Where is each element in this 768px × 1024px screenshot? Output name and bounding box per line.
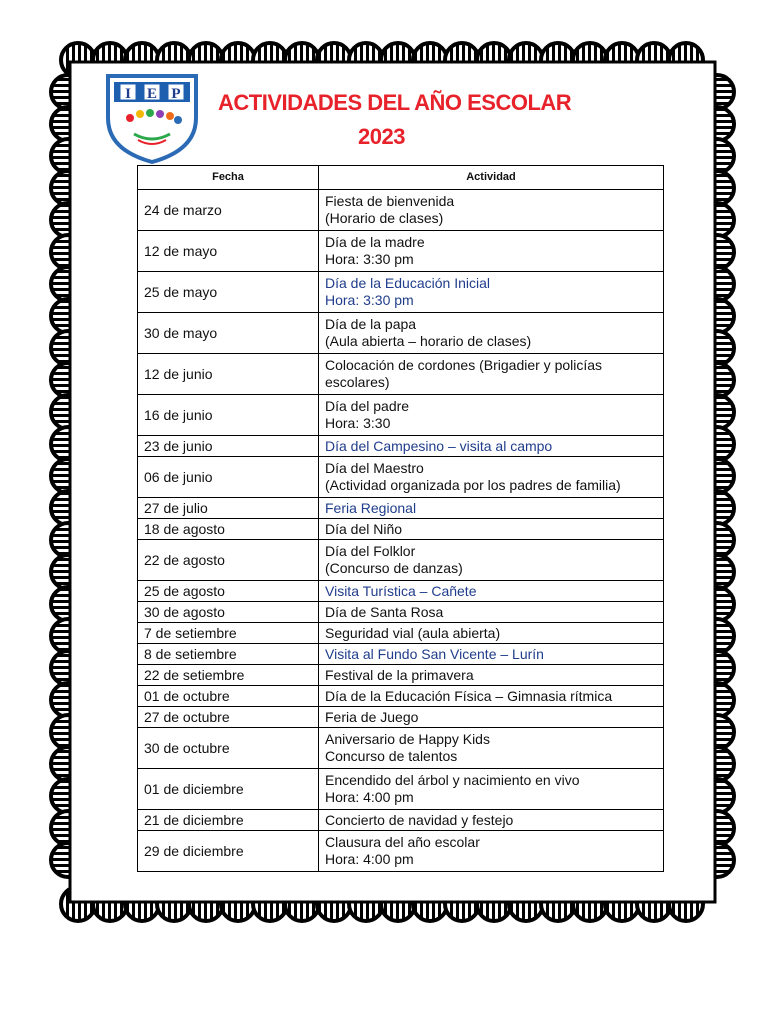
row-activity bbox=[319, 519, 664, 540]
activity-line: Día de Santa Rosa bbox=[325, 603, 444, 620]
activity-line: Día del Folklor bbox=[325, 543, 416, 559]
logo-letter-e: E bbox=[146, 86, 158, 102]
activity-line: (Concurso de danzas) bbox=[325, 560, 463, 576]
table-row bbox=[138, 498, 664, 519]
row-activity bbox=[319, 457, 664, 498]
activities-table bbox=[137, 165, 664, 872]
row-activity bbox=[319, 190, 664, 231]
table-row bbox=[138, 272, 664, 313]
activity-line: Clausura del año escolar bbox=[325, 834, 480, 850]
activity-line: (Aula abierta – horario de clases) bbox=[325, 333, 532, 349]
row-activity bbox=[319, 728, 664, 769]
activity-line: (Actividad organizada por los padres de familia) bbox=[325, 477, 621, 493]
row-date: 27 de julio bbox=[138, 498, 319, 519]
column-header-fecha: Fecha bbox=[138, 166, 319, 190]
table-row bbox=[138, 519, 664, 540]
table-row bbox=[138, 644, 664, 665]
row-date: 27 de octubre bbox=[138, 707, 319, 728]
row-date: 7 de setiembre bbox=[138, 623, 319, 644]
row-date: 12 de junio bbox=[138, 354, 319, 395]
school-logo bbox=[104, 72, 200, 164]
row-activity bbox=[319, 602, 664, 623]
row-activity bbox=[319, 769, 664, 810]
activity-line: Colocación de cordones (Brigadier y policías bbox=[325, 357, 603, 373]
row-activity bbox=[319, 810, 664, 831]
activity-line: Día de la Educación Física – Gimnasia rítmica bbox=[325, 687, 613, 704]
activity-line: escolares) bbox=[325, 374, 390, 390]
activity-line: Visita al Fundo San Vicente – Lurín bbox=[325, 645, 544, 662]
row-date: 06 de junio bbox=[138, 457, 319, 498]
row-date: 18 de agosto bbox=[138, 519, 319, 540]
activity-line: Concierto de navidad y festejo bbox=[325, 811, 514, 828]
row-date: 30 de mayo bbox=[138, 313, 319, 354]
activity-line: Día del Niño bbox=[325, 520, 403, 537]
activity-line: Día de la papa bbox=[325, 316, 417, 332]
row-date: 22 de agosto bbox=[138, 540, 319, 581]
table-row bbox=[138, 831, 664, 872]
activity-line: Feria de Juego bbox=[325, 708, 419, 725]
activity-line: Encendido del árbol y nacimiento en vivo bbox=[325, 772, 580, 788]
row-activity bbox=[319, 665, 664, 686]
activity-line: Día del Campesino – visita al campo bbox=[325, 437, 553, 454]
row-activity bbox=[319, 395, 664, 436]
table-row bbox=[138, 686, 664, 707]
table-row bbox=[138, 395, 664, 436]
row-activity bbox=[319, 354, 664, 395]
row-date: 30 de agosto bbox=[138, 602, 319, 623]
table-row bbox=[138, 665, 664, 686]
row-date: 12 de mayo bbox=[138, 231, 319, 272]
row-date: 01 de diciembre bbox=[138, 769, 319, 810]
table-row bbox=[138, 707, 664, 728]
row-activity bbox=[319, 272, 664, 313]
row-date: 21 de diciembre bbox=[138, 810, 319, 831]
row-date: 24 de marzo bbox=[138, 190, 319, 231]
row-date: 25 de agosto bbox=[138, 581, 319, 602]
activity-line: Visita Turística – Cañete bbox=[325, 582, 477, 599]
row-date: 16 de junio bbox=[138, 395, 319, 436]
activity-line: Día de la Educación Inicial bbox=[325, 275, 490, 291]
activity-line: Festival de la primavera bbox=[325, 666, 474, 683]
logo-letter-p: P bbox=[171, 86, 181, 102]
row-activity bbox=[319, 540, 664, 581]
activity-line: Hora: 3:30 pm bbox=[325, 292, 414, 308]
table-row bbox=[138, 540, 664, 581]
table-row bbox=[138, 190, 664, 231]
table-body bbox=[138, 190, 664, 872]
activity-line: Aniversario de Happy Kids bbox=[325, 731, 490, 747]
row-activity bbox=[319, 436, 664, 457]
activity-line: Día del padre bbox=[325, 398, 410, 414]
activity-line: Feria Regional bbox=[325, 499, 417, 516]
activity-line: Hora: 4:00 pm bbox=[325, 789, 414, 805]
table-row bbox=[138, 581, 664, 602]
row-activity bbox=[319, 686, 664, 707]
row-activity bbox=[319, 231, 664, 272]
row-date: 23 de junio bbox=[138, 436, 319, 457]
column-header-actividad: Actividad bbox=[319, 166, 664, 190]
row-activity bbox=[319, 623, 664, 644]
table-row bbox=[138, 602, 664, 623]
activity-line: Fiesta de bienvenida bbox=[325, 193, 455, 209]
logo-letter-i: I bbox=[125, 86, 131, 102]
activity-line: Día de la madre bbox=[325, 234, 425, 250]
table-header-row bbox=[138, 166, 664, 190]
row-date: 8 de setiembre bbox=[138, 644, 319, 665]
row-activity bbox=[319, 707, 664, 728]
table-row bbox=[138, 728, 664, 769]
table-row bbox=[138, 457, 664, 498]
activity-line: Hora: 3:30 pm bbox=[325, 251, 414, 267]
table-row bbox=[138, 810, 664, 831]
activity-line: Hora: 4:00 pm bbox=[325, 851, 414, 867]
activity-line: Día del Maestro bbox=[325, 460, 424, 476]
page-title: ACTIVIDADES DEL AÑO ESCOLAR bbox=[218, 90, 572, 115]
table-row bbox=[138, 436, 664, 457]
row-activity bbox=[319, 644, 664, 665]
row-date: 01 de octubre bbox=[138, 686, 319, 707]
activity-line: Concurso de talentos bbox=[325, 748, 458, 764]
page-year: 2023 bbox=[358, 124, 405, 149]
table-row bbox=[138, 354, 664, 395]
table-row bbox=[138, 231, 664, 272]
activity-line: Seguridad vial (aula abierta) bbox=[325, 624, 501, 641]
row-date: 22 de setiembre bbox=[138, 665, 319, 686]
row-activity bbox=[319, 313, 664, 354]
table-row bbox=[138, 769, 664, 810]
row-date: 29 de diciembre bbox=[138, 831, 319, 872]
activity-line: Hora: 3:30 bbox=[325, 415, 391, 431]
row-date: 25 de mayo bbox=[138, 272, 319, 313]
row-activity bbox=[319, 831, 664, 872]
table-row bbox=[138, 623, 664, 644]
row-date: 30 de octubre bbox=[138, 728, 319, 769]
table-row bbox=[138, 313, 664, 354]
activity-line: (Horario de clases) bbox=[325, 210, 444, 226]
row-activity bbox=[319, 581, 664, 602]
row-activity bbox=[319, 498, 664, 519]
